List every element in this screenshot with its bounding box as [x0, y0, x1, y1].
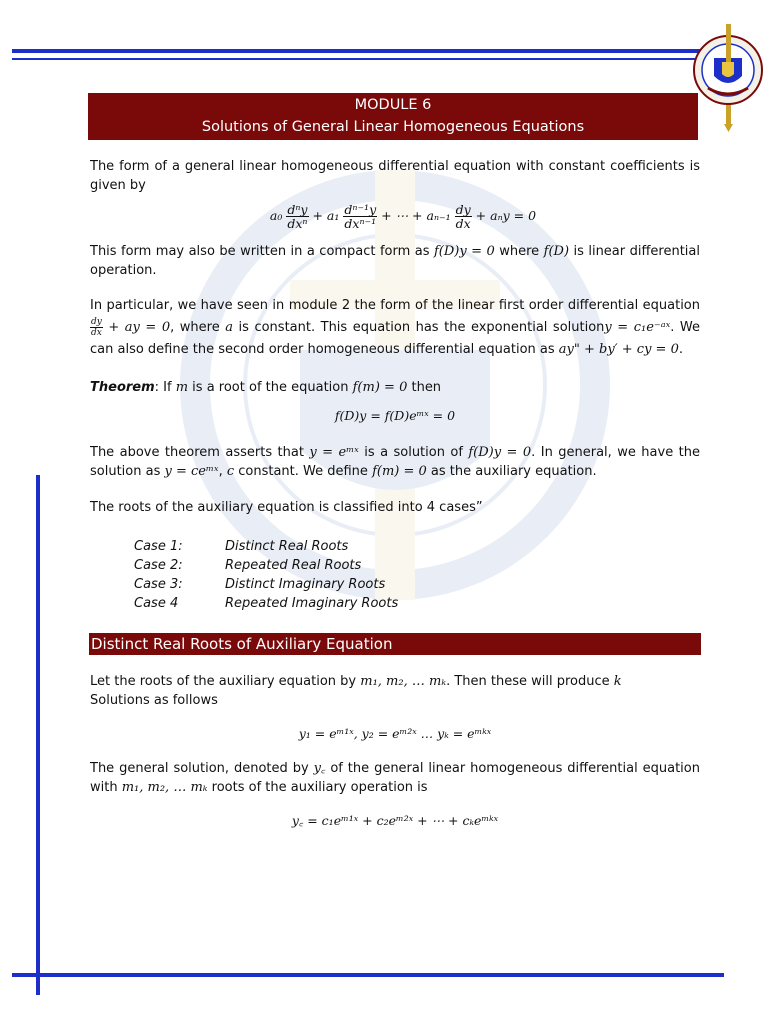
- general-solution-equation: y꜀ = c₁eᵐ¹ˣ + c₂eᵐ²ˣ + ⋯ + cₖeᵐᵏˣ: [291, 813, 499, 828]
- assertion-paragraph: The above theorem asserts that y = eᵐˣ is a solution of f(D)y = 0. In general, we have the solution as y = ceᵐˣ, c constant. We define f(m) = 0 as the auxiliary equation.: [90, 445, 700, 479]
- general-equation: a₀ $\frac{\text{dⁿy}}{\text{dxⁿ}}$ + a₁ $\frac{\text{dⁿ⁻¹y}}{\text{dxⁿ⁻¹}}$ + ⋯ + aₙ₋₁ $\frac{dy}{dx}$ + aₙy = 0: [269, 202, 537, 231]
- general-solution-paragraph: The general solution, denoted by y꜀ of the general linear homogeneous differential equation with m₁, m₂, … mₖ roots of the auxiliary operation is: [90, 761, 700, 795]
- section-heading: Distinct Real Roots of Auxiliary Equation: [89, 633, 701, 655]
- top-border-line: [12, 49, 704, 53]
- module-title: Solutions of General Linear Homogeneous Equations: [201, 119, 585, 135]
- list-item: Case 4 Repeated Imaginary Roots: [134, 596, 399, 611]
- module-title-bar: [88, 93, 698, 140]
- top-border-thin-line: [12, 58, 704, 60]
- intro-paragraph: The form of a general linear homogeneous differential equation with constant coefficients is given by: [90, 159, 700, 193]
- theorem-equation: f(D)y = f(D)eᵐˣ = 0: [334, 408, 456, 423]
- cases-list: [134, 537, 700, 613]
- bottom-border-line: [12, 973, 724, 977]
- theorem-paragraph: Theorem: If m is a root of the equation f(m) = 0 then: [90, 380, 442, 395]
- list-item: Case 1: Distinct Real Roots: [134, 539, 349, 554]
- section-roots-paragraph: Let the roots of the auxiliary equation by m₁, m₂, … mₖ. Then these will produce k Solutions as follows: [90, 674, 622, 708]
- compact-form-paragraph: This form may also be written in a compact form as f(D)y = 0 where f(D) is linear differential operation.: [90, 244, 700, 278]
- list-item: Case 3: Distinct Imaginary Roots: [134, 577, 386, 592]
- list-item: Case 2: Repeated Real Roots: [134, 558, 362, 573]
- module-number: MODULE 6: [354, 97, 432, 113]
- particular-paragraph: In particular, we have seen in module 2 the form of the linear first order differential equation $\frac{dy}{dx}$ + ay = 0, where a is constant. This equation has the exponential solutiony = c₁e⁻ᵃˣ. We can also define the second order homogeneous differential equation as ay" + by′ + cy = 0.: [90, 298, 700, 357]
- solutions-equation: y₁ = eᵐ¹ˣ, y₂ = eᵐ²ˣ … yₖ = eᵐᵏˣ: [298, 726, 492, 741]
- left-border-line: [36, 475, 40, 995]
- theorem-label: Theorem: [90, 380, 155, 395]
- roots-intro-paragraph: The roots of the auxiliary equation is classified into 4 cases”: [90, 500, 483, 515]
